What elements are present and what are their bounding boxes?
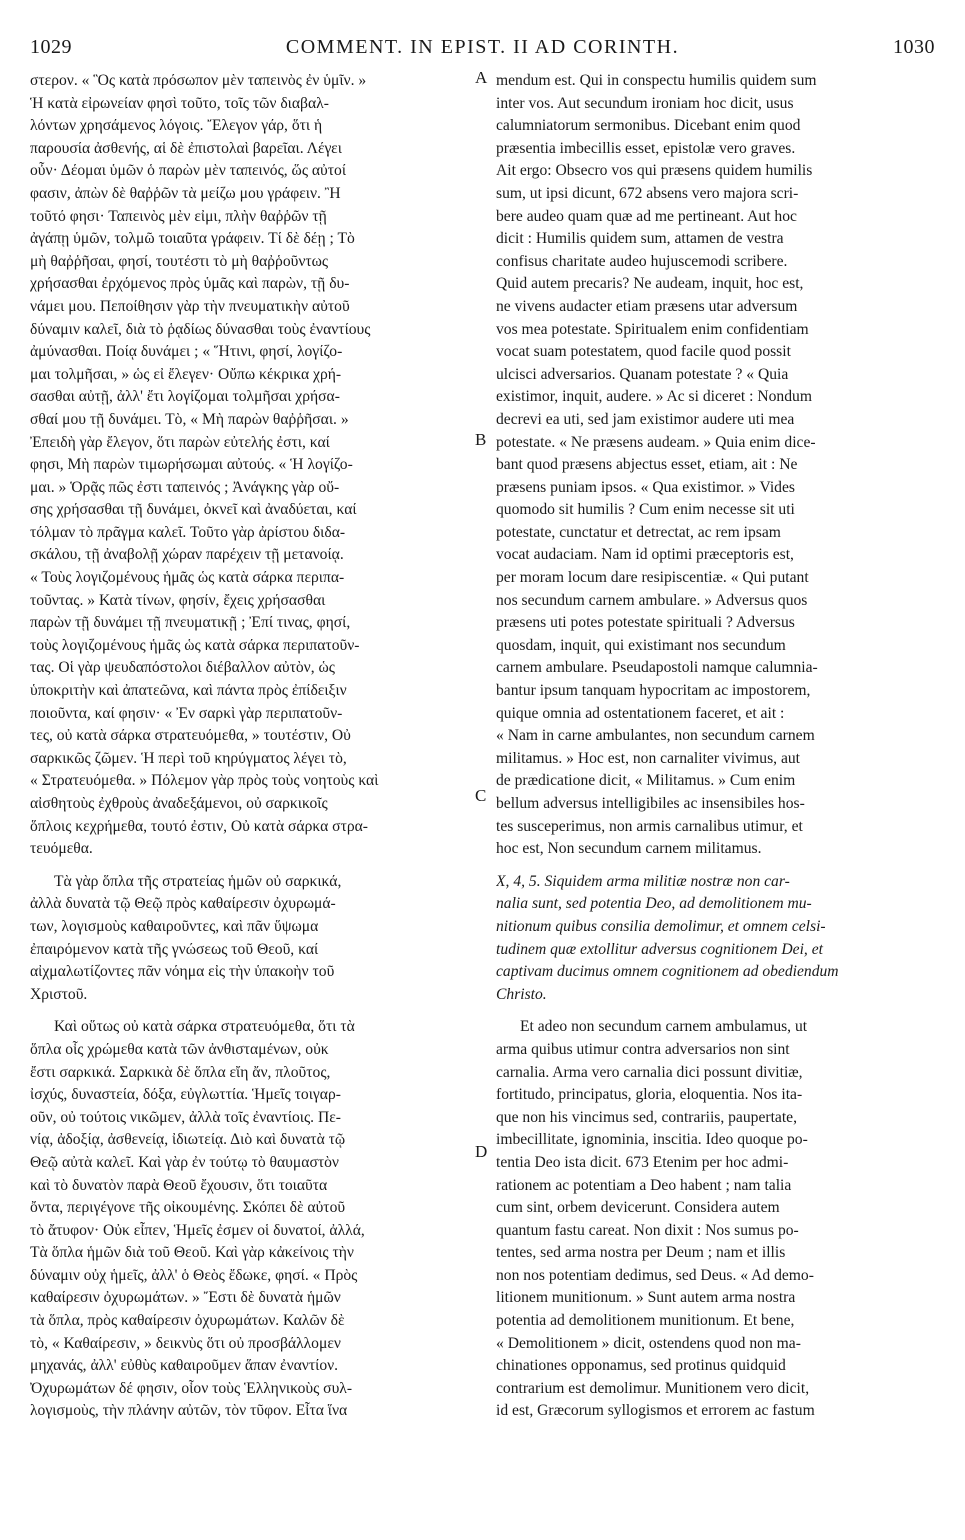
greek-text-line: καθαίρεσιν ὀχυρωμάτων. » Ἔστι δὲ δυνατὰ ἡμῶν [30,1289,341,1307]
greek-text-line: τὸ ἄτυφον· Οὐκ εἶπεν, Ἡμεῖς ἐσμεν οἱ δυνατοί, ἀλλά, [30,1221,365,1239]
latin-text-line: dicit : Humilis quidem sum, attamen de vestra [496,230,784,248]
latin-text-line: tes susceperimus, non armis carnalibus utimur, et [496,817,803,835]
latin-text-line: que non his vincimus sed, contrariis, paupertate, [496,1108,797,1126]
greek-text-line: ἔστι σαρκικά. Σαρκικὰ δὲ ὅπλα εἴη ἄν, πλοῦτος, [30,1063,331,1081]
greek-text-line: δύναμιν καλεῖ, διὰ τὸ ῥᾳδίως δύνασθαι τοὺς ἐναντίους [30,320,371,338]
latin-text-line: imbecillitate, ignominia, inscitia. Ideo quoque po- [496,1131,808,1149]
margin-marker-c: C [475,786,487,805]
greek-text-line: « Τοὺς λογιζομένους ἡμᾶς ὡς κατὰ σάρκα περιπα- [30,569,345,587]
latin-text-line: per moram locum dare resipiscentiæ. « Qui putant [496,569,809,587]
latin-text-line: præsentia imbecillis esset, epistolæ vero graves. [496,139,796,157]
greek-text-line: φασιν, ἀπὼν δὲ θαῤῥῶν τὰ μείζω μου γράφειν. Ἢ [30,184,341,202]
greek-text-line: οὖν· Δέομαι ὑμῶν ὁ παρὼν μὲν ταπεινός, ὥς αὐτοί [30,162,347,180]
latin-text-line: quosdam, inquit, qui existimant nos secundum [496,636,786,654]
paragraph-gap [496,861,934,871]
latin-text-line: Et adeo non secundum carnem ambulamus, ut [520,1018,808,1036]
latin-text-line: Quid autem precaris? Ne audeam, inquit, hoc est, [496,275,804,293]
paragraph-gap [30,861,472,871]
latin-text-line: Ait ergo: Obsecro vos qui præsens quidem humilis [496,162,813,180]
greek-text-line: ποιοῦντα, καί φησιν· « Ἐν σαρκὶ γὰρ περιπατοῦν- [30,704,343,722]
greek-text-line: χρήσασθαι ἐρχόμενος πρὸς ὑμᾶς καὶ παρὼν, τῇ δυ- [30,275,350,293]
greek-text-line: νάμει μου. Πεποίθησιν γὰρ τὴν πνευματικὴν αὐτοῦ [30,297,350,315]
latin-text-line: vocat suam potestatem, quod facile quod possit [496,343,791,361]
latin-text-line: hoc est, Non secundum carnem militamus. [496,840,762,858]
latin-text-line: chinationes opponamus, sed protinus quidquid [496,1357,786,1375]
greek-text-line: τευόμεθα. [30,840,93,858]
latin-text-line: calumniatorum sermonibus. Dicebant enim quod [496,117,801,135]
latin-text-line: quomodo sit humilis ? Cum enim necesse sit uti [496,501,795,519]
latin-text-line: quique omnia ad ostentationem faceret, et ait : [496,704,785,722]
greek-text-line: τας. Οἱ γὰρ ψευδαπόστολοι διέβαλλον αὐτὸν, ὡς [30,659,335,677]
greek-text-line: μαι τολμῆσαι, » ὡς εἰ ἔλεγεν· Οὔπω κέκρικα χρή- [30,365,342,383]
margin-marker-b: B [475,430,487,449]
latin-text-line: fortitudo, principatus, gloria, eloquentia. Nos ita- [496,1086,803,1104]
running-header [30,36,935,62]
greek-text-line: τόλμαν τὸ πρᾶγμα καλεῖ. Τοῦτο γὰρ ἀρίστου διδα- [30,523,346,541]
latin-text-line: de prædicatione dicit, « Militamus. » Cum enim [496,772,796,790]
latin-column [496,70,934,1423]
latin-text-line: inter vos. Aut secundum ironiam hoc dicit, usus [496,94,794,112]
latin-text-line: bant quod præsens abjectus esset, etiam, ait : Ne [496,456,798,474]
latin-text-line: carnalia. Arma vero carnalia dici possunt divitiæ, [496,1063,803,1081]
latin-text-line: tudinem quæ extollitur adversus cognitionem Dei, et [496,940,823,958]
latin-text-line: non nos potentiam dedimus, sed Deus. « Ad demo- [496,1266,814,1284]
latin-text-line: sum, ut ipsi dicunt, 672 absens vero majora scri- [496,184,799,202]
greek-text-line: ἀλλὰ δυνατὰ τῷ Θεῷ πρὸς καθαίρεσιν ὀχυρωμά- [30,895,336,913]
greek-text-line: μὴ θαῤῥῆσαι, φησί, τουτέστι τὸ μὴ θαῤῥοῦντως [30,252,329,270]
greek-text-line: σκάλου, τῇ ἀναβολῇ χώραν παρέχειν τῇ μετανοίᾳ. [30,546,344,564]
latin-text-line: nitionum quibus consilia demolimur, et omnem celsi- [496,917,826,935]
latin-text-line: contrarium est demolimur. Munitionem vero dicit, [496,1379,810,1397]
greek-text-line: ἰσχύς, δυναστεία, δόξα, εὐγλωττία. Ἡμεῖς τοιγαρ- [30,1086,341,1104]
greek-text-line: Ὀχυρωμάτων δέ φησιν, οἷον τοὺς Ἑλληνικοὺς συλ- [30,1379,353,1397]
greek-text-line: τοῦντας. » Κατὰ τίνων, φησίν, ἔχεις χρήσασθαι [30,591,326,609]
latin-text-line: bere audeo quam quæ ad me pertineant. Aut hoc [496,207,797,225]
latin-text-line: præsens puniam ipsos. « Qua existimor. » Vides [496,478,795,496]
latin-text-line: mendum est. Qui in conspectu humilis quidem sum [496,72,817,89]
latin-text-line: arma quibus utimur contra adversarios non sint [496,1040,790,1058]
latin-text-line: « Nam in carne ambulantes, non secundum carnem [496,727,815,745]
greek-text-line: « Στρατευόμεθα. » Πόλεμον γὰρ πρὸς τοὺς νοητοὺς καὶ [30,772,379,790]
greek-text-line: τες, οὐ κατὰ σάρκα στρατευόμεθα, » τουτέστιν, Οὐ [30,727,351,745]
greek-text-line: λογισμοὺς, τὴν πλάνην αὐτῶν, τὸν τῦφον. Εἶτα ἵνα [30,1402,348,1420]
latin-text-line: id est, Græcorum syllogismos et errorem ac fastum [496,1402,815,1420]
margin-marker-a: A [475,68,488,87]
greek-text-line: τοῦτό φησι· Ταπεινὸς μὲν εἰμι, πλὴν θαῤῥῶν τῇ [30,207,327,225]
latin-text-line: carnem ambulare. Pseudapostoli namque calumnia- [496,659,818,677]
latin-text-line: tentes, sed arma nostra per Deum ; nam et illis [496,1244,786,1262]
greek-text-line: Χριστοῦ. [30,985,88,1003]
latin-text-line: potestate, cunctatur et detrectat, ac rem ipsam [496,523,781,541]
greek-text-line: τὸ, « Καθαίρεσιν, » δεικνὺς ὅτι οὐ προσβάλλομεν [30,1334,341,1352]
greek-text-line: Καὶ οὕτως οὐ κατὰ σάρκα στρατευόμεθα, ὅτι τὰ [54,1018,355,1036]
latin-text-line: ulcisci adversarios. Quanam potestate ? « Quia [496,365,789,383]
greek-text-line: των, λογισμοὺς καθαιροῦντες, καὶ πᾶν ὕψωμα [30,917,319,935]
latin-text-line: Christo. [496,985,547,1003]
latin-text-line: X, 4, 5. Siquidem arma militiæ nostræ non car- [496,872,790,890]
greek-text-line: αἰσθητοὺς ἐχθροὺς ἀναδεξάμενοι, οὐ σαρκικοῖς [30,795,328,812]
latin-text-line: bantur ipsum tanquam hypocritam ac impostorem, [496,682,811,700]
latin-text-line: vocat audaciam. Nam id optimi præceptoris est, [496,546,794,564]
latin-text-line: potestate. « Ne præsens audeam. » Quia enim dice- [496,433,816,451]
latin-text-line: vos mea potestate. Spiritualem enim confidentiam [496,320,809,338]
greek-text-line: καὶ τὸ δυνατὸν παρὰ Θεοῦ ἔχουσιν, ὅτι τοιαῦτα [30,1176,328,1194]
greek-text-line: παρουσία ἀσθενής, αἱ δὲ ἐπιστολαὶ βαρεῖαι. Λέγει [30,139,342,157]
page-number-left: 1029 [30,36,72,58]
greek-text-line: ὅπλα οἷς χρώμεθα κατὰ τῶν ἀνθισταμένων, οὐκ [30,1040,329,1058]
greek-column [30,70,472,1423]
greek-text-line: αἰχμαλωτίζοντες πᾶν νόημα εἰς τὴν ὑπακοὴν τοῦ [30,963,335,981]
latin-text-line: rationem ac potentiam a Deo habent ; nam talia [496,1176,792,1194]
latin-text-line: bellum adversus intelligibiles ac insensibiles hos- [496,795,805,812]
greek-text-line: σθαί μου τῇ δυνάμει. Τὸ, « Μὴ παρὼν θαῤῥῆσαι. » [30,410,349,428]
greek-text-line: τὰ ὅπλα, πρὸς καθαίρεσιν ὀχυρωμάτων. Καλῶν δὲ [30,1312,345,1330]
greek-text-line: νίᾳ, ἀδοξίᾳ, ἀσθενείᾳ, ἰδιωτείᾳ. Διὸ καὶ δυνατὰ τῷ [30,1131,346,1149]
latin-text-line: ne vivens audacter etiam præsens utar adversum [496,297,798,315]
greek-text-line: λόντων χρησάμενος λόγοις. Ἔλεγον γάρ, ὅτι ἡ [30,117,323,135]
latin-text-line: quantum fastu careat. Non dixit : Nos sumus po- [496,1221,799,1239]
latin-text-line: nos secundum carnem ambulare. » Adversus quos [496,591,808,609]
paragraph-gap [30,1006,472,1016]
running-title: COMMENT. IN EPIST. II AD CORINTH. [285,36,680,58]
greek-text-line: Τὰ γὰρ ὅπλα τῆς στρατείας ἡμῶν οὐ σαρκικά, [54,872,342,890]
greek-text-line: ὅπλοις κεχρήμεθα, τουτό ἐστιν, Οὐ κατὰ σάρκα στρα- [30,817,368,835]
latin-text-line: existimor, inquit, audere. » Ac si diceret : Nondum [496,388,812,406]
greek-text-line: Ἐπειδὴ γὰρ ἔλεγον, ὅτι παρὼν εὐτελής ἐστι, καί [30,433,330,451]
greek-text-line: οῦν, οὐ τούτοις νικῶμεν, ἀλλὰ τοῖς ἐναντίοις. Πε- [30,1108,341,1126]
latin-text-line: militamus. » Hoc est, non carnaliter vivimus, aut [496,749,801,767]
greek-text-line: σης χρήσασθαι τῇ δυνάμει, ὀκνεῖ καὶ ἀναδύεται, καί [30,501,357,519]
latin-text-line: præsens uti potes potestate spirituali ? Adversus [496,614,795,632]
greek-text-line: ὄντα, περιγέγονε τῆς οἰκουμένης. Σκόπει δὲ αὐτοῦ [30,1199,346,1217]
greek-text-line: ἐπαιρόμενον κατὰ τῆς γνώσεως τοῦ Θεοῦ, καί [30,940,319,958]
greek-text-line: μηχανάς, ἀλλ' εὐθὺς καθαιροῦμεν ἅπαν ἐναντίον. [30,1357,339,1375]
greek-text-line: μαι. » Ὁρᾷς πῶς ἐστι ταπεινός ; Ἀνάγκης γὰρ οὔ- [30,478,340,496]
latin-text-line: tentia Deo ista dicit. 673 Etenim per hoc admi- [496,1153,789,1171]
paragraph-gap [496,1006,934,1016]
greek-text-line: τοὺς λογιζομένους ἡμᾶς ὡς κατὰ σάρκα περιπατοῦν- [30,636,360,654]
greek-text-line: σαρκικῶς ζῶμεν. Ἡ περὶ τοῦ κηρύγματος λέγει τὸ, [30,749,347,767]
greek-text-line: ὑποκριτὴν καὶ ἀπατεῶνα, καὶ πάντα πρὸς ἐπίδειξιν [30,682,347,700]
greek-text-line: στερον. « Ὃς κατὰ πρόσωπον μὲν ταπεινὸς ἐν ὑμῖν. » [30,72,367,89]
latin-text-line: decrevi ea uti, sed jam existimor audere uti mea [496,410,795,428]
latin-text-line: nalia sunt, sed potentia Deo, ad demolitionem mu- [496,895,812,913]
greek-text-line: σασθαι αὐτῇ, ἀλλ' ἔτι λογίζομαι τολμῆσαι χρήσα- [30,388,340,406]
page-number-right: 1030 [893,36,935,58]
greek-text-line: Θεῷ αὐτὰ καλεῖ. Καὶ γὰρ ἐν τούτῳ τὸ θαυμαστὸν [30,1153,339,1171]
greek-text-line: Ἡ κατὰ εἰρωνείαν φησὶ τοῦτο, τοῖς τῶν διαβαλ- [30,94,329,112]
greek-text-line: ἀμύνασθαι. Ποίᾳ δυνάμει ; « Ἥτινι, φησί, λογίζο- [30,343,343,361]
latin-text-line: confisus charitate audeo hujuscemodi scribere. [496,252,788,270]
latin-text-line: litionem munitionum. » Sunt autem arma nostra [496,1289,796,1307]
latin-text-line: cum sint, orbem devicerunt. Considera autem [496,1199,780,1217]
greek-text-line: ἀγάπῃ ὑμῶν, τολμῶ τοιαῦτα γράφειν. Τί δὲ δέῃ ; Τὸ [30,230,355,248]
latin-text-line: captivam ducimus omnem cognitionem ad obediendum [496,963,839,981]
latin-text-line: potentia ad demolitionem munitionum. Et bene, [496,1312,795,1330]
latin-text-line: « Demolitionem » dicit, ostendens quod non ma- [496,1334,801,1352]
greek-text-line: Τὰ ὅπλα ἡμῶν διὰ τοῦ Θεοῦ. Καὶ γὰρ κἀκείνοις τὴν [30,1244,354,1262]
greek-text-line: δύναμιν οὐχ ἡμεῖς, ἀλλ' ὁ Θεὸς ἔδωκε, φησί. « Πρὸς [30,1266,358,1284]
greek-text-line: φησι, Μὴ παρὼν τιμωρήσωμαι αὐτούς. « Ἡ λογίζο- [30,456,353,474]
margin-marker-d: D [475,1142,488,1161]
greek-text-line: παρὼν τῇ δυνάμει τῇ πνευματικῇ ; Ἐπί τινας, φησί, [30,614,351,632]
